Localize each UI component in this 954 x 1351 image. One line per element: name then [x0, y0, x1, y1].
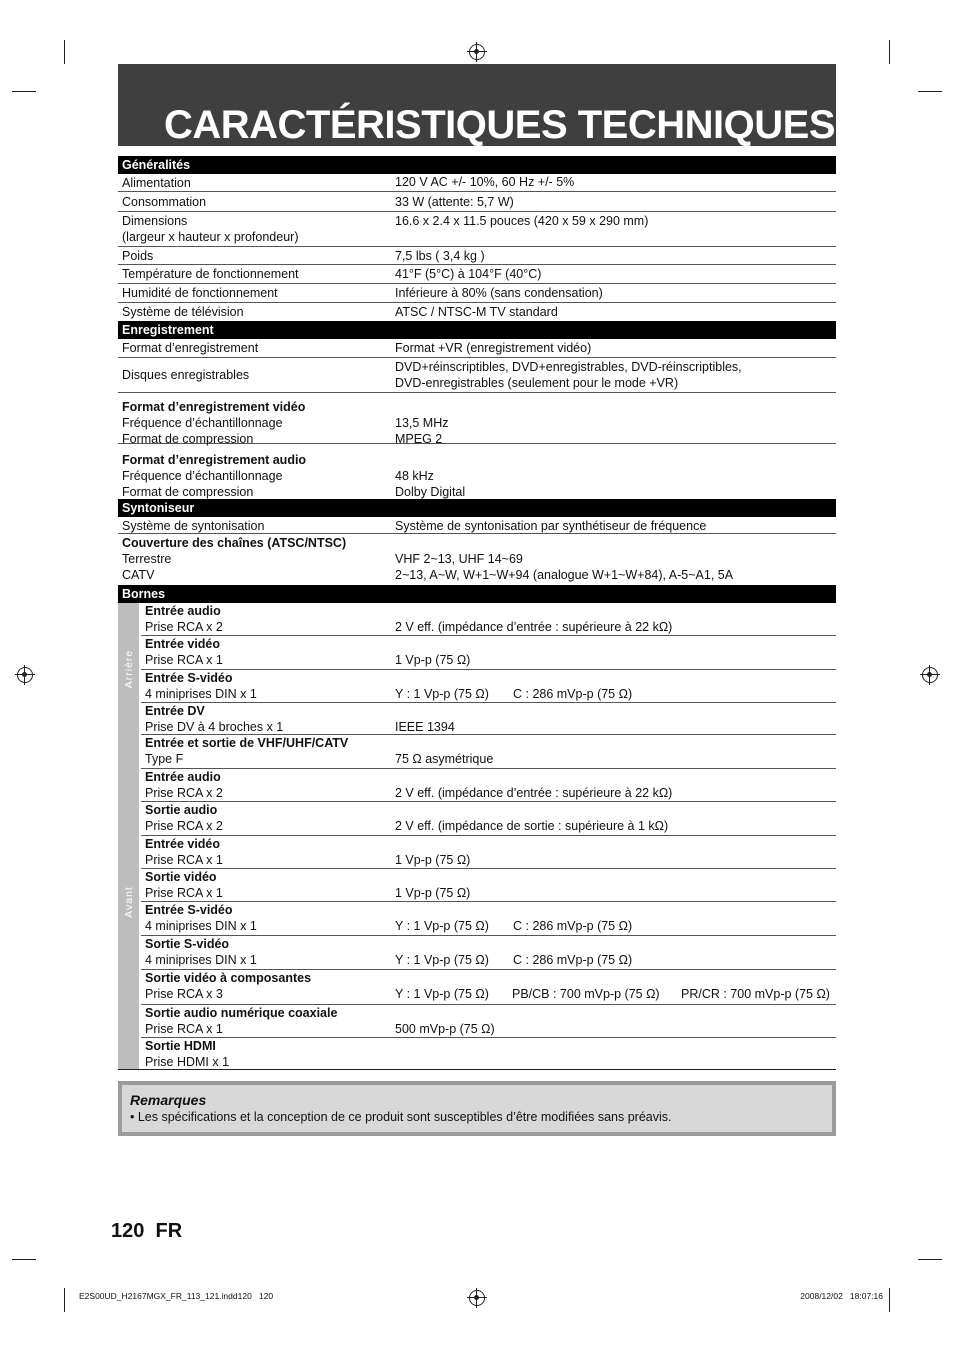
- connector-value: 1 Vp-p (75 Ω): [395, 853, 471, 867]
- connector-heading: Sortie S-vidéo: [145, 937, 230, 951]
- page-title: CARACTÉRISTIQUES TECHNIQUES: [164, 103, 835, 147]
- connector-row: [141, 603, 836, 636]
- spec-label: Format de compression: [122, 485, 254, 499]
- connector-row: [141, 970, 836, 1005]
- connector-heading: Entrée audio: [145, 770, 221, 784]
- connector-row: [141, 869, 836, 902]
- spec-value: DVD+réinscriptibles, DVD+enregistrables, DVD-réinscriptibles,: [395, 360, 742, 374]
- spec-value: MPEG 2: [395, 432, 443, 446]
- connector-row: [141, 902, 836, 936]
- connector-value: 2 V eff. (impédance d’entrée : supérieure à 22 kΩ): [395, 786, 673, 800]
- crop-mark: [12, 91, 36, 92]
- spec-table: [118, 156, 836, 1070]
- spec-row: [118, 265, 836, 284]
- connector-row: [141, 1038, 836, 1070]
- spec-label: Consommation: [122, 195, 207, 209]
- crop-mark: [918, 91, 942, 92]
- connector-heading: Sortie HDMI: [145, 1039, 216, 1053]
- spec-row: [118, 212, 836, 247]
- footer-timestamp: 2008/12/02 18:07:16: [800, 1291, 883, 1301]
- spec-label: CATV: [122, 568, 155, 582]
- connector-label: Prise RCA x 2: [145, 819, 223, 833]
- connector-row: [141, 703, 836, 735]
- connector-value-b: C : 286 mVp-p (75 Ω): [513, 687, 633, 701]
- connector-value: Y : 1 Vp-p (75 Ω): [395, 953, 489, 967]
- spec-row: [118, 247, 836, 265]
- spec-row: [118, 358, 836, 393]
- spec-label: Terrestre: [122, 552, 172, 566]
- crop-mark: [889, 40, 890, 64]
- spec-row: [118, 517, 836, 534]
- spec-value: DVD-enregistrables (seulement pour le mode +VR): [395, 376, 679, 390]
- bornes-avant-group: [118, 735, 836, 1070]
- spec-row: [118, 303, 836, 321]
- connector-value: 500 mVp-p (75 Ω): [395, 1022, 495, 1036]
- spec-value: VHF 2~13, UHF 14~69: [395, 552, 523, 566]
- spec-value: 13,5 MHz: [395, 416, 449, 430]
- spec-heading: Format d’enregistrement vidéo: [122, 400, 306, 414]
- spec-value: Inférieure à 80% (sans condensation): [395, 286, 603, 300]
- spec-label: Température de fonctionnement: [122, 267, 299, 281]
- spec-label: Alimentation: [122, 176, 191, 190]
- connector-heading: Sortie vidéo: [145, 870, 217, 884]
- spec-value: 33 W (attente: 5,7 W): [395, 195, 514, 209]
- connector-heading: Entrée vidéo: [145, 837, 221, 851]
- crop-mark: [64, 1288, 65, 1312]
- spec-label: Disques enregistrables: [122, 368, 250, 382]
- connector-label: Prise RCA x 2: [145, 786, 223, 800]
- connector-value: IEEE 1394: [395, 720, 455, 734]
- spec-heading: Couverture des chaînes (ATSC/NTSC): [122, 536, 347, 550]
- connector-heading: Sortie audio numérique coaxiale: [145, 1006, 338, 1020]
- spec-value: Dolby Digital: [395, 485, 466, 499]
- spec-label: Format de compression: [122, 432, 254, 446]
- page-number: 120 FR: [111, 1220, 183, 1242]
- connector-value: 1 Vp-p (75 Ω): [395, 886, 471, 900]
- connector-label: Prise DV à 4 broches x 1: [145, 720, 284, 734]
- spec-row: [118, 534, 836, 585]
- spec-row: [118, 192, 836, 212]
- connector-label: Prise RCA x 2: [145, 620, 223, 634]
- spec-value: 41°F (5°C) à 104°F (40°C): [395, 267, 542, 281]
- connector-row: [141, 670, 836, 703]
- crop-mark: [12, 1259, 36, 1260]
- spec-row: [118, 444, 836, 499]
- connector-label: Prise RCA x 1: [145, 853, 223, 867]
- side-label-bar: [118, 603, 139, 735]
- connector-row: [141, 836, 836, 869]
- spec-label: (largeur x hauteur x profondeur): [122, 230, 299, 244]
- connector-row: [141, 636, 836, 670]
- connector-label: Prise RCA x 3: [145, 987, 223, 1001]
- connector-value: 2 V eff. (impédance d’entrée : supérieure à 22 kΩ): [395, 620, 673, 634]
- connector-row: [141, 769, 836, 802]
- spec-label: Dimensions: [122, 214, 188, 228]
- connector-value-b: C : 286 mVp-p (75 Ω): [513, 919, 633, 933]
- connector-heading: Entrée DV: [145, 704, 205, 718]
- spec-label: Système de télévision: [122, 305, 244, 319]
- spec-row: [118, 339, 836, 358]
- notes-title: Remarques: [130, 1092, 207, 1108]
- registration-mark-icon: [469, 44, 485, 60]
- side-label-arriere: Arrière: [122, 649, 135, 689]
- spec-value: 2~13, A~W, W+1~W+94 (analogue W+1~W+84), A-5~A1, 5A: [395, 568, 734, 582]
- connector-label: 4 miniprises DIN x 1: [145, 953, 257, 967]
- connector-heading: Sortie vidéo à composantes: [145, 971, 312, 985]
- spec-value: 48 kHz: [395, 469, 434, 483]
- side-label-avant: Avant: [122, 886, 135, 918]
- title-bar: [118, 64, 836, 146]
- spec-label: Humidité de fonctionnement: [122, 286, 278, 300]
- connector-label: 4 miniprises DIN x 1: [145, 687, 257, 701]
- connector-value: 2 V eff. (impédance de sortie : supérieure à 1 kΩ): [395, 819, 669, 833]
- crop-mark: [889, 1288, 890, 1312]
- connector-heading: Entrée S-vidéo: [145, 671, 233, 685]
- connector-value: Y : 1 Vp-p (75 Ω): [395, 987, 489, 1001]
- connector-heading: Entrée S-vidéo: [145, 903, 233, 917]
- connector-label: 4 miniprises DIN x 1: [145, 919, 257, 933]
- connector-row: [141, 1005, 836, 1038]
- connector-row: [141, 802, 836, 836]
- connector-heading: Entrée et sortie de VHF/UHF/CATV: [145, 736, 349, 750]
- connector-heading: Entrée vidéo: [145, 637, 221, 651]
- notes-text: • Les spécifications et la conception de ce produit sont susceptibles d’être modifiées sans préavis.: [130, 1110, 672, 1124]
- spec-value: ATSC / NTSC-M TV standard: [395, 305, 558, 319]
- spec-label: Fréquence d’échantillonnage: [122, 469, 283, 483]
- connector-value-c: PR/CR : 700 mVp-p (75 Ω): [681, 987, 830, 1001]
- connector-value-b: C : 286 mVp-p (75 Ω): [513, 953, 633, 967]
- connector-value: Y : 1 Vp-p (75 Ω): [395, 687, 489, 701]
- section-header-syntoniseur: Syntoniseur: [118, 499, 836, 517]
- spec-value: 7,5 lbs ( 3,4 kg ): [395, 249, 485, 263]
- connector-label: Prise RCA x 1: [145, 653, 223, 667]
- spec-label: Fréquence d’échantillonnage: [122, 416, 283, 430]
- connector-value: 75 Ω asymétrique: [395, 752, 494, 766]
- connector-label: Prise RCA x 1: [145, 1022, 223, 1036]
- connector-heading: Sortie audio: [145, 803, 218, 817]
- spec-value: Système de syntonisation par synthétiseur de fréquence: [395, 519, 707, 533]
- connector-value-b: PB/CB : 700 mVp-p (75 Ω): [512, 987, 660, 1001]
- registration-mark-icon: [17, 667, 33, 683]
- spec-heading: Format d’enregistrement audio: [122, 453, 307, 467]
- spec-label: Format d’enregistrement: [122, 341, 259, 355]
- connector-value: 1 Vp-p (75 Ω): [395, 653, 471, 667]
- spec-label: Système de syntonisation: [122, 519, 265, 533]
- crop-mark: [918, 1259, 942, 1260]
- connector-label: Prise HDMI x 1: [145, 1055, 230, 1069]
- connector-heading: Entrée audio: [145, 604, 221, 618]
- footer-file-info: E2S00UD_H2167MGX_FR_113_121.indd120 120: [79, 1291, 274, 1301]
- bornes-arriere-group: [118, 603, 836, 735]
- section-header-enregistrement: Enregistrement: [118, 321, 836, 339]
- section-header-bornes: Bornes: [118, 585, 836, 603]
- registration-mark-icon: [922, 667, 938, 683]
- connector-value: Y : 1 Vp-p (75 Ω): [395, 919, 489, 933]
- side-label-bar: [118, 735, 139, 1069]
- spec-value: Format +VR (enregistrement vidéo): [395, 341, 592, 355]
- connector-row: [141, 735, 836, 769]
- registration-mark-icon: [469, 1290, 485, 1306]
- spec-row: [118, 174, 836, 192]
- spec-row: [118, 284, 836, 303]
- spec-row: [118, 393, 836, 444]
- connector-label: Type F: [145, 752, 184, 766]
- spec-value: 16.6 x 2.4 x 11.5 pouces (420 x 59 x 290 mm): [395, 214, 649, 228]
- connector-label: Prise RCA x 1: [145, 886, 223, 900]
- crop-mark: [64, 40, 65, 64]
- spec-value: 120 V AC +/- 10%, 60 Hz +/- 5%: [395, 175, 575, 189]
- section-header-generalites: Généralités: [118, 156, 836, 174]
- notes-box: [118, 1081, 836, 1136]
- spec-label: Poids: [122, 249, 154, 263]
- connector-row: [141, 936, 836, 970]
